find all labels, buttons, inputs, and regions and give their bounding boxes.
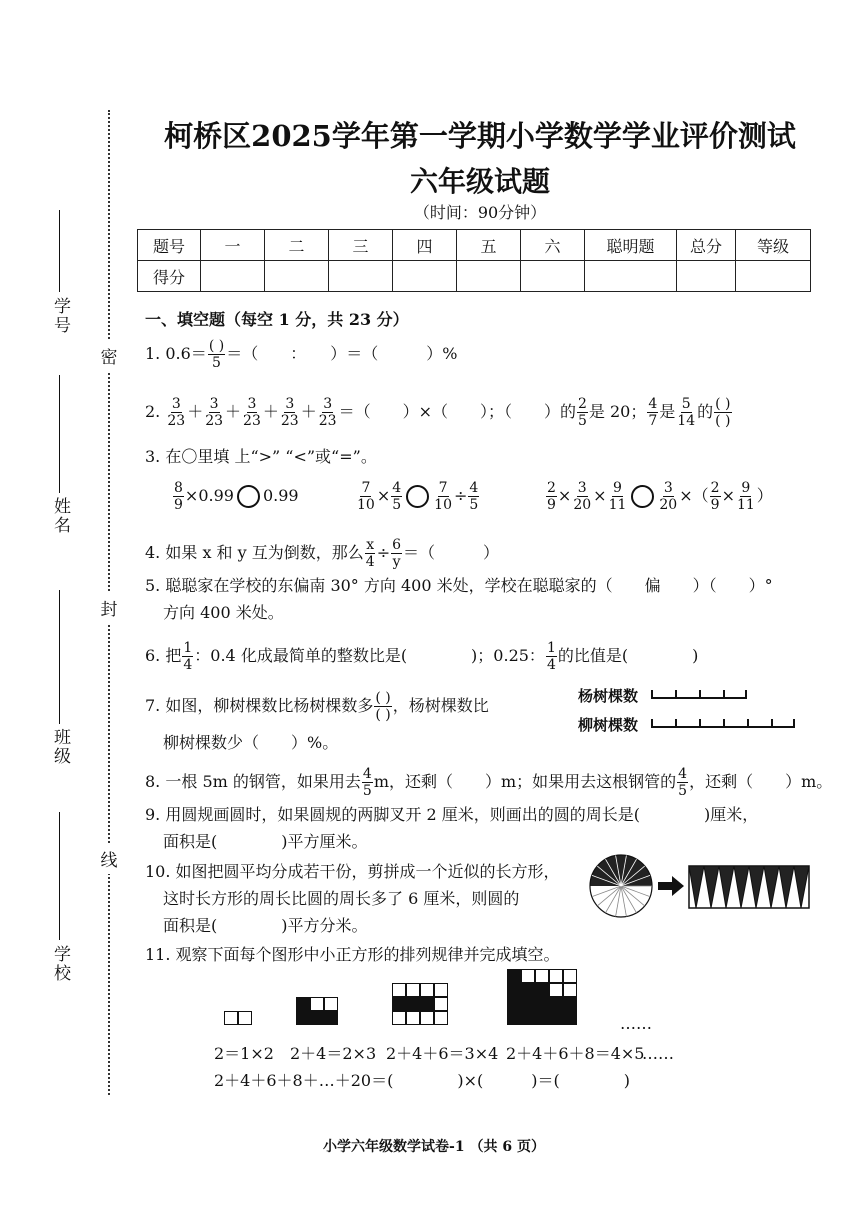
pattern-figure-2: [296, 997, 338, 1025]
pattern-equation-ellipsis: ……: [642, 1044, 674, 1063]
q3-expression-3: $\frac{2}{9}$ × $\frac{3}{20}$ × $\frac{9}{11}$ $\frac{3}{20}$ ×（ $\frac{2}{9}$ × $\frac{9}{11}$ ）: [547, 480, 773, 513]
name-label: 姓名: [50, 497, 70, 535]
exam-title: 柯桥区2025学年第一学期小学数学学业评价测试: [164, 119, 796, 153]
col-header: 三: [329, 230, 393, 261]
student-id-label: 学号: [50, 297, 70, 335]
q2-fraction: $\frac{3}{23}$: [280, 396, 299, 429]
q1-fraction[interactable]: $\frac{( )}{5}$: [208, 338, 225, 371]
row-label: 得分: [138, 261, 201, 292]
question-11: 11. 观察下面每个图形中小正方形的排列规律并完成填空。: [145, 945, 560, 964]
col-header: 五: [457, 230, 521, 261]
right-arrow-icon: [658, 876, 684, 896]
pattern-equation-4: 2＋4＋6＋8＝4×5: [506, 1044, 645, 1063]
q2-fraction: $\frac{3}{23}$: [243, 396, 261, 429]
col-header: 聪明题: [585, 230, 677, 261]
score-table-header-row: [138, 230, 811, 261]
q2-fraction: $\frac{3}{23}$: [318, 396, 337, 429]
q1-prefix: 1. 0.6＝: [145, 344, 207, 363]
question-10-line-2: 这时长方形的周长比圆的周长多了 6 厘米，则圆的: [163, 889, 520, 908]
col-header: 六: [521, 230, 585, 261]
score-table-score-row: [138, 261, 811, 292]
student-id-line[interactable]: [59, 210, 60, 292]
score-cell[interactable]: [201, 261, 265, 292]
pattern-ellipsis: ……: [620, 1014, 652, 1033]
score-cell[interactable]: [393, 261, 457, 292]
question-7: 7. 如图，柳树棵数比杨树棵数多 $\frac{( )}{( )}$ ，杨树棵数比: [145, 690, 489, 723]
question-10-line-1: 10. 如图把圆平均分成若干份，剪拼成一个近似的长方形，: [145, 862, 560, 881]
pattern-figure-3: [392, 983, 448, 1025]
q2-answer-fraction[interactable]: $\frac{( )}{( )}$: [715, 396, 731, 429]
question-5-line-1: 5. 聪聪家在学校的东偏南 30° 方向 400 米处，学校在聪聪家的（ 偏 ）（ ）°: [145, 576, 773, 595]
pattern-equation-2: 2＋4＝2×3: [290, 1044, 377, 1063]
approx-rectangle: [689, 866, 809, 908]
q3-expression-2: $\frac{7}{10}$ × $\frac{4}{5}$ $\frac{7}{10}$ ÷ $\frac{4}{5}$: [357, 480, 479, 513]
question-4: 4. 如果 x 和 y 互为倒数，那么 $\frac{x}{4}$ ÷ $\frac{6}{y}$ ＝（ ）: [145, 537, 500, 570]
seal-char-xian: 线: [96, 843, 122, 874]
class-label: 班级: [50, 728, 70, 766]
q2-fraction-5-14: $\frac{5}{14}$: [677, 396, 696, 429]
score-cell[interactable]: [585, 261, 677, 292]
liu-count-label: 柳树棵数: [578, 716, 639, 734]
seal-char-mi: 密: [96, 340, 122, 371]
question-10-line-3: 面积是( )平方分米。: [163, 916, 368, 935]
q2-number: 2.: [145, 402, 161, 421]
sectored-circle: [590, 855, 652, 917]
exam-time: （时间：90分钟）: [413, 203, 547, 222]
section-1-heading: 一、填空题（每空 1 分，共 23 分）: [145, 310, 409, 329]
q3-expression-1: $\frac{8}{9}$ ×0.99 0.99: [174, 480, 299, 513]
pattern-equation-3: 2＋4＋6＝3×4: [386, 1044, 499, 1063]
question-1: [145, 338, 457, 371]
score-cell[interactable]: [736, 261, 811, 292]
pattern-final-question: 2＋4＋6＋8＋…＋20＝( )×( )＝( ): [214, 1071, 630, 1090]
q7-answer-fraction[interactable]: $\frac{( )}{( )}$: [375, 690, 391, 723]
score-table: [137, 229, 811, 292]
question-3: 3. 在〇里填 上“>” “<”或“=”。: [145, 447, 377, 466]
compare-circle[interactable]: [406, 485, 429, 508]
question-9-line-1: 9. 用圆规画圆时，如果圆规的两脚叉开 2 厘米，则画出的圆的周长是( )厘米，: [145, 805, 759, 824]
yang-count-label: 杨树棵数: [578, 687, 639, 705]
col-header: 等级: [736, 230, 811, 261]
question-8: 8. 一根 5m 的钢管，如果用去 $\frac{4}{5}$ m，还剩（ ）m；如果用去这根钢管的 $\frac{4}{5}$ ，还剩（ ）m。: [145, 766, 833, 799]
liu-segment-bar: [651, 718, 795, 728]
col-header: 总分: [677, 230, 736, 261]
q2-fraction-2-5: $\frac{2}{5}$: [577, 396, 587, 429]
q2-fraction: $\frac{3}{23}$: [205, 396, 224, 429]
pattern-figure-1: [224, 1011, 252, 1025]
score-cell[interactable]: [329, 261, 393, 292]
q2-fraction: $\frac{3}{23}$: [167, 396, 186, 429]
q2-blanks: ＝（ ）×（ ）；（ ）的: [338, 402, 576, 421]
row-label: 题号: [138, 230, 201, 261]
question-2: 2. $\frac{3}{23}$ ＋ $\frac{3}{23}$ ＋ $\frac{3}{23}$ ＋ $\frac{3}{23}$ ＋ $\frac{3}{23}$ ＝（ ）×（ ）；（ ）的 $\frac{2}{5}$ 是 20； $\frac{4}{7}$ 是 $\frac{5}{14}$ 的 $\frac{( )}{( )}$: [145, 396, 731, 429]
score-cell[interactable]: [265, 261, 329, 292]
name-line[interactable]: [59, 375, 60, 493]
school-label: 学校: [50, 945, 70, 983]
score-cell[interactable]: [521, 261, 585, 292]
class-line[interactable]: [59, 590, 60, 724]
question-7-line-2: 柳树棵数少（ ）%。: [163, 733, 339, 752]
seal-char-feng: 封: [96, 592, 122, 623]
pattern-figure-4: [507, 969, 577, 1025]
question-9-line-2: 面积是( )平方厘米。: [163, 832, 368, 851]
score-cell[interactable]: [457, 261, 521, 292]
school-line[interactable]: [59, 812, 60, 940]
page-footer: 小学六年级数学试卷-1 （共 6 页）: [323, 1139, 545, 1155]
compare-circle[interactable]: [237, 485, 260, 508]
question-6: 6. 把 $\frac{1}{4}$ ：0.4 化成最简单的整数比是( )；0.25： $\frac{1}{4}$ 的比值是( ): [145, 640, 699, 673]
pattern-equation-1: 2＝1×2: [214, 1044, 274, 1063]
q1-rest: ＝（ ： ）＝（ ）%: [226, 344, 458, 363]
compare-circle[interactable]: [631, 485, 654, 508]
circle-to-rectangle-figure: [588, 852, 813, 922]
exam-subtitle: 六年级试题: [409, 165, 550, 198]
q2-fraction-4-7: $\frac{4}{7}$: [648, 396, 658, 429]
col-header: 四: [393, 230, 457, 261]
score-cell[interactable]: [677, 261, 736, 292]
yang-segment-bar: [651, 689, 747, 699]
col-header: 二: [265, 230, 329, 261]
question-5-line-2: 方向 400 米处。: [163, 603, 284, 622]
col-header: 一: [201, 230, 265, 261]
